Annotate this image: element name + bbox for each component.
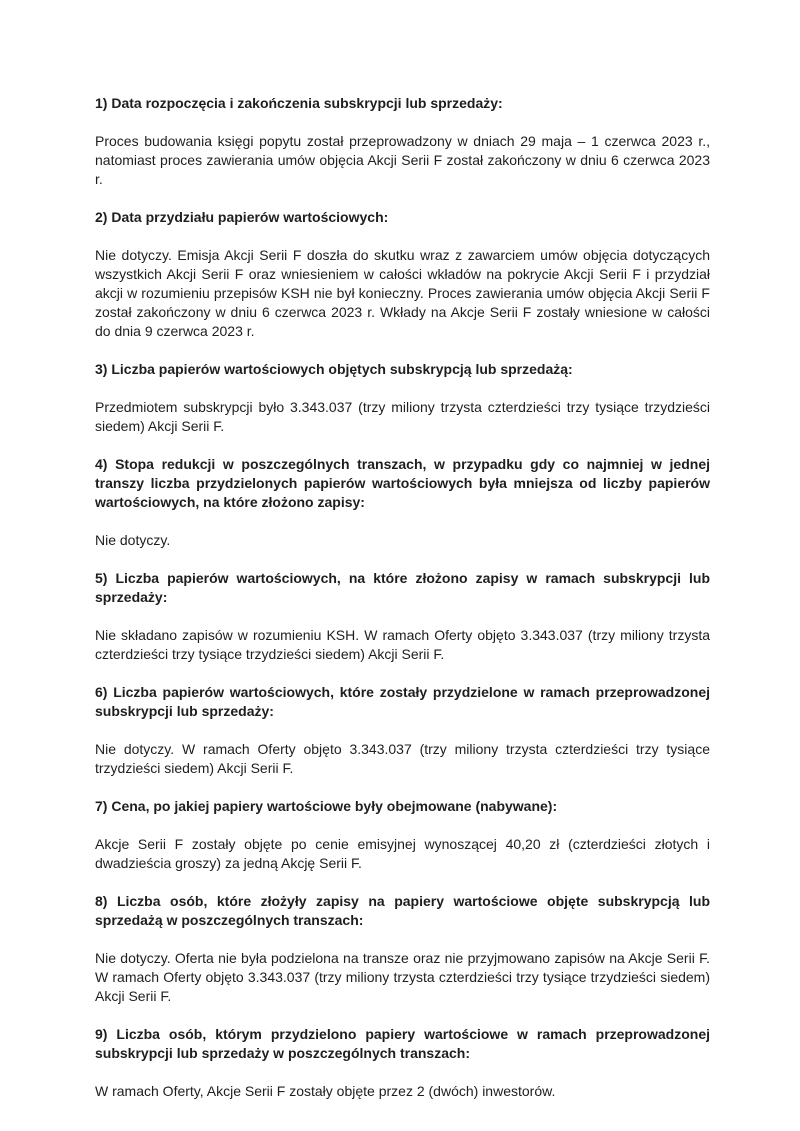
section-4 (95, 455, 710, 550)
section-2 (95, 208, 710, 341)
section-9-heading: 9) Liczba osób, którym przydzielono papiery wartościowe w ramach przeprowadzonej subskrypcji lub sprzedaży w poszczególnych transzach: (95, 1026, 710, 1061)
section-8-body: Nie dotyczy. Oferta nie była podzielona na transze oraz nie przyjmowano zapisów na Akcje Serii F. W ramach Oferty objęto 3.343.037 (trzy miliony trzysta czterdzieści trzy tysiące trzydzieści siedem) Akcji Serii F. (95, 950, 710, 1004)
section-5 (95, 569, 710, 664)
section-4-body: Nie dotyczy. (95, 532, 171, 548)
section-6-heading: 6) Liczba papierów wartościowych, które zostały przydzielone w ramach przeprowadzonej subskrypcji lub sprzedaży: (95, 684, 710, 719)
section-3-heading: 3) Liczba papierów wartościowych objętych subskrypcją lub sprzedażą: (95, 361, 573, 377)
section-3-body: Przedmiotem subskrypcji było 3.343.037 (trzy miliony trzysta czterdzieści trzy tysiące trzydzieści siedem) Akcji Serii F. (95, 399, 710, 434)
section-6 (95, 683, 710, 778)
section-1 (95, 94, 710, 189)
section-9 (95, 1025, 710, 1101)
section-6-body: Nie dotyczy. W ramach Oferty objęto 3.343.037 (trzy miliony trzysta czterdzieści trzy tysiące trzydzieści siedem) Akcji Serii F. (95, 741, 710, 776)
section-5-heading: 5) Liczba papierów wartościowych, na które złożono zapisy w ramach subskrypcji lub sprzedaży: (95, 570, 710, 605)
section-7-body: Akcje Serii F zostały objęte po cenie emisyjnej wynoszącej 40,20 zł (czterdzieści złotych i dwadzieścia groszy) za jedną Akcję Serii F. (95, 836, 710, 871)
section-2-body: Nie dotyczy. Emisja Akcji Serii F doszła do skutku wraz z zawarciem umów objęcia dotyczących wszystkich Akcji Serii F oraz wniesieniem w całości wkładów na pokrycie Akcji Serii F i przydział akcji w rozumieniu przepisów KSH nie był konieczny. Proces zawierania umów objęcia Akcji Serii F został zakończony w dniu 6 czerwca 2023 r. Wkłady na Akcje Serii F zostały wniesione w całości do dnia 9 czerwca 2023 r. (95, 247, 710, 339)
section-9-body: W ramach Oferty, Akcje Serii F zostały objęte przez 2 (dwóch) inwestorów. (95, 1083, 556, 1099)
section-2-heading: 2) Data przydziału papierów wartościowych: (95, 209, 389, 225)
section-7 (95, 797, 710, 873)
section-5-body: Nie składano zapisów w rozumieniu KSH. W ramach Oferty objęto 3.343.037 (trzy miliony trzysta czterdzieści trzy tysiące trzydzieści siedem) Akcji Serii F. (95, 627, 710, 662)
section-7-heading: 7) Cena, po jakiej papiery wartościowe były obejmowane (nabywane): (95, 798, 558, 814)
section-4-heading: 4) Stopa redukcji w poszczególnych transzach, w przypadku gdy co najmniej w jednej transzy liczba przydzielonych papierów wartościowych była mniejsza od liczby papierów wartościowych, na które złożono zapisy: (95, 456, 710, 510)
section-8 (95, 892, 710, 1006)
section-8-heading: 8) Liczba osób, które złożyły zapisy na papiery wartościowe objęte subskrypcją lub sprzedażą w poszczególnych transzach: (95, 893, 710, 928)
section-1-body: Proces budowania księgi popytu został przeprowadzony w dniach 29 maja – 1 czerwca 2023 r., natomiast proces zawierania umów objęcia Akcji Serii F został zakończony w dniu 6 czerwca 2023 r. (95, 133, 710, 187)
section-1-heading: 1) Data rozpoczęcia i zakończenia subskrypcji lub sprzedaży: (95, 95, 503, 111)
section-3 (95, 360, 710, 436)
